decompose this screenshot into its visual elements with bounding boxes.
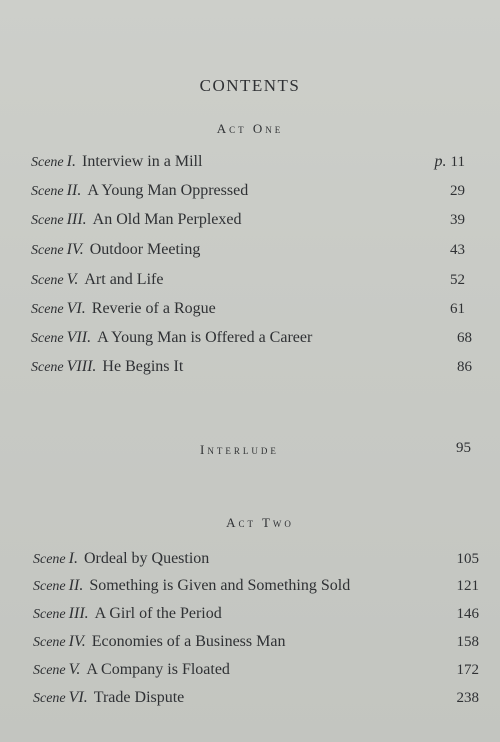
page-number: 52	[450, 272, 465, 288]
scene-title: He Begins It	[102, 358, 184, 375]
scene-label: Scene	[31, 302, 64, 317]
act-one-heading: Act One	[216, 121, 284, 136]
page-prefix: p.	[434, 153, 447, 170]
scene-title: Reverie of a Rogue	[91, 300, 216, 317]
scene-number: IV.	[68, 633, 86, 650]
scene-label: Scene	[33, 691, 66, 706]
page-number: 238	[456, 690, 479, 706]
page-number	[435, 153, 465, 171]
scene-title: Trade Dispute	[93, 689, 185, 706]
scene-title: An Old Man Perplexed	[92, 211, 242, 228]
scene-number: VI.	[66, 300, 86, 317]
page-number: 68	[457, 330, 472, 346]
interlude-page-number: 95	[456, 440, 471, 456]
page-number: 172	[456, 662, 479, 678]
page-number: 146	[456, 606, 479, 622]
scene-number: V.	[66, 271, 79, 288]
page-number: 105	[456, 551, 479, 567]
toc-entry	[33, 661, 479, 683]
scene-title: A Girl of the Period	[94, 605, 222, 622]
page-number: 39	[450, 212, 465, 228]
scene-label: Scene	[33, 552, 66, 567]
scene-title: A Company is Floated	[86, 661, 230, 678]
scene-number: III.	[68, 605, 89, 622]
page-number: 43	[450, 242, 465, 258]
scene-number: IV.	[66, 241, 84, 258]
toc-entry	[31, 329, 472, 351]
scene-number: V.	[68, 661, 81, 678]
scene-label: Scene	[31, 155, 64, 170]
toc-entry	[33, 550, 479, 572]
scene-label: Scene	[31, 331, 64, 346]
toc-entry	[33, 605, 479, 627]
scene-title: Something is Given and Something Sold	[89, 577, 351, 594]
scene-title: Economies of a Business Man	[91, 633, 286, 650]
toc-entry	[33, 577, 479, 599]
scene-number: II.	[68, 577, 84, 594]
toc-entry	[31, 182, 465, 204]
page-number-value: 11	[450, 154, 465, 170]
scene-label: Scene	[31, 184, 64, 199]
scene-number: VII.	[66, 329, 92, 346]
scene-label: Scene	[31, 273, 64, 288]
page-number: 158	[456, 634, 479, 650]
scene-label: Scene	[33, 579, 66, 594]
scene-title: Ordeal by Question	[83, 550, 210, 567]
scene-label: Scene	[33, 607, 66, 622]
page-number: 121	[456, 578, 479, 594]
scene-title: A Young Man is Offered a Career	[97, 329, 313, 346]
scene-number: VIII.	[66, 358, 97, 375]
scene-title: A Young Man Oppressed	[87, 182, 249, 199]
scene-title: Interview in a Mill	[81, 153, 203, 170]
page-title: CONTENTS	[199, 76, 301, 95]
scene-number: I.	[66, 153, 76, 170]
toc-entry	[31, 241, 465, 263]
scene-title: Art and Life	[84, 271, 164, 288]
scene-label: Scene	[31, 243, 64, 258]
scene-number: II.	[66, 182, 82, 199]
scene-label: Scene	[31, 213, 64, 228]
toc-entry	[31, 271, 465, 293]
scene-label: Scene	[33, 635, 66, 650]
toc-entry	[31, 153, 465, 175]
scene-label: Scene	[33, 663, 66, 678]
page-number: 29	[450, 183, 465, 199]
toc-entry	[31, 300, 465, 322]
interlude-label: Interlude	[200, 442, 279, 457]
act-two-heading: Act Two	[226, 515, 294, 530]
toc-entry	[31, 358, 472, 380]
page-number: 86	[457, 359, 472, 375]
toc-entry	[31, 211, 465, 233]
scene-number: VI.	[68, 689, 88, 706]
page-number: 61	[450, 301, 465, 317]
scene-number: III.	[66, 211, 87, 228]
scene-number: I.	[68, 550, 78, 567]
scene-label: Scene	[31, 360, 64, 375]
toc-entry	[33, 689, 479, 711]
toc-entry	[33, 633, 479, 655]
scene-title: Outdoor Meeting	[89, 241, 201, 258]
